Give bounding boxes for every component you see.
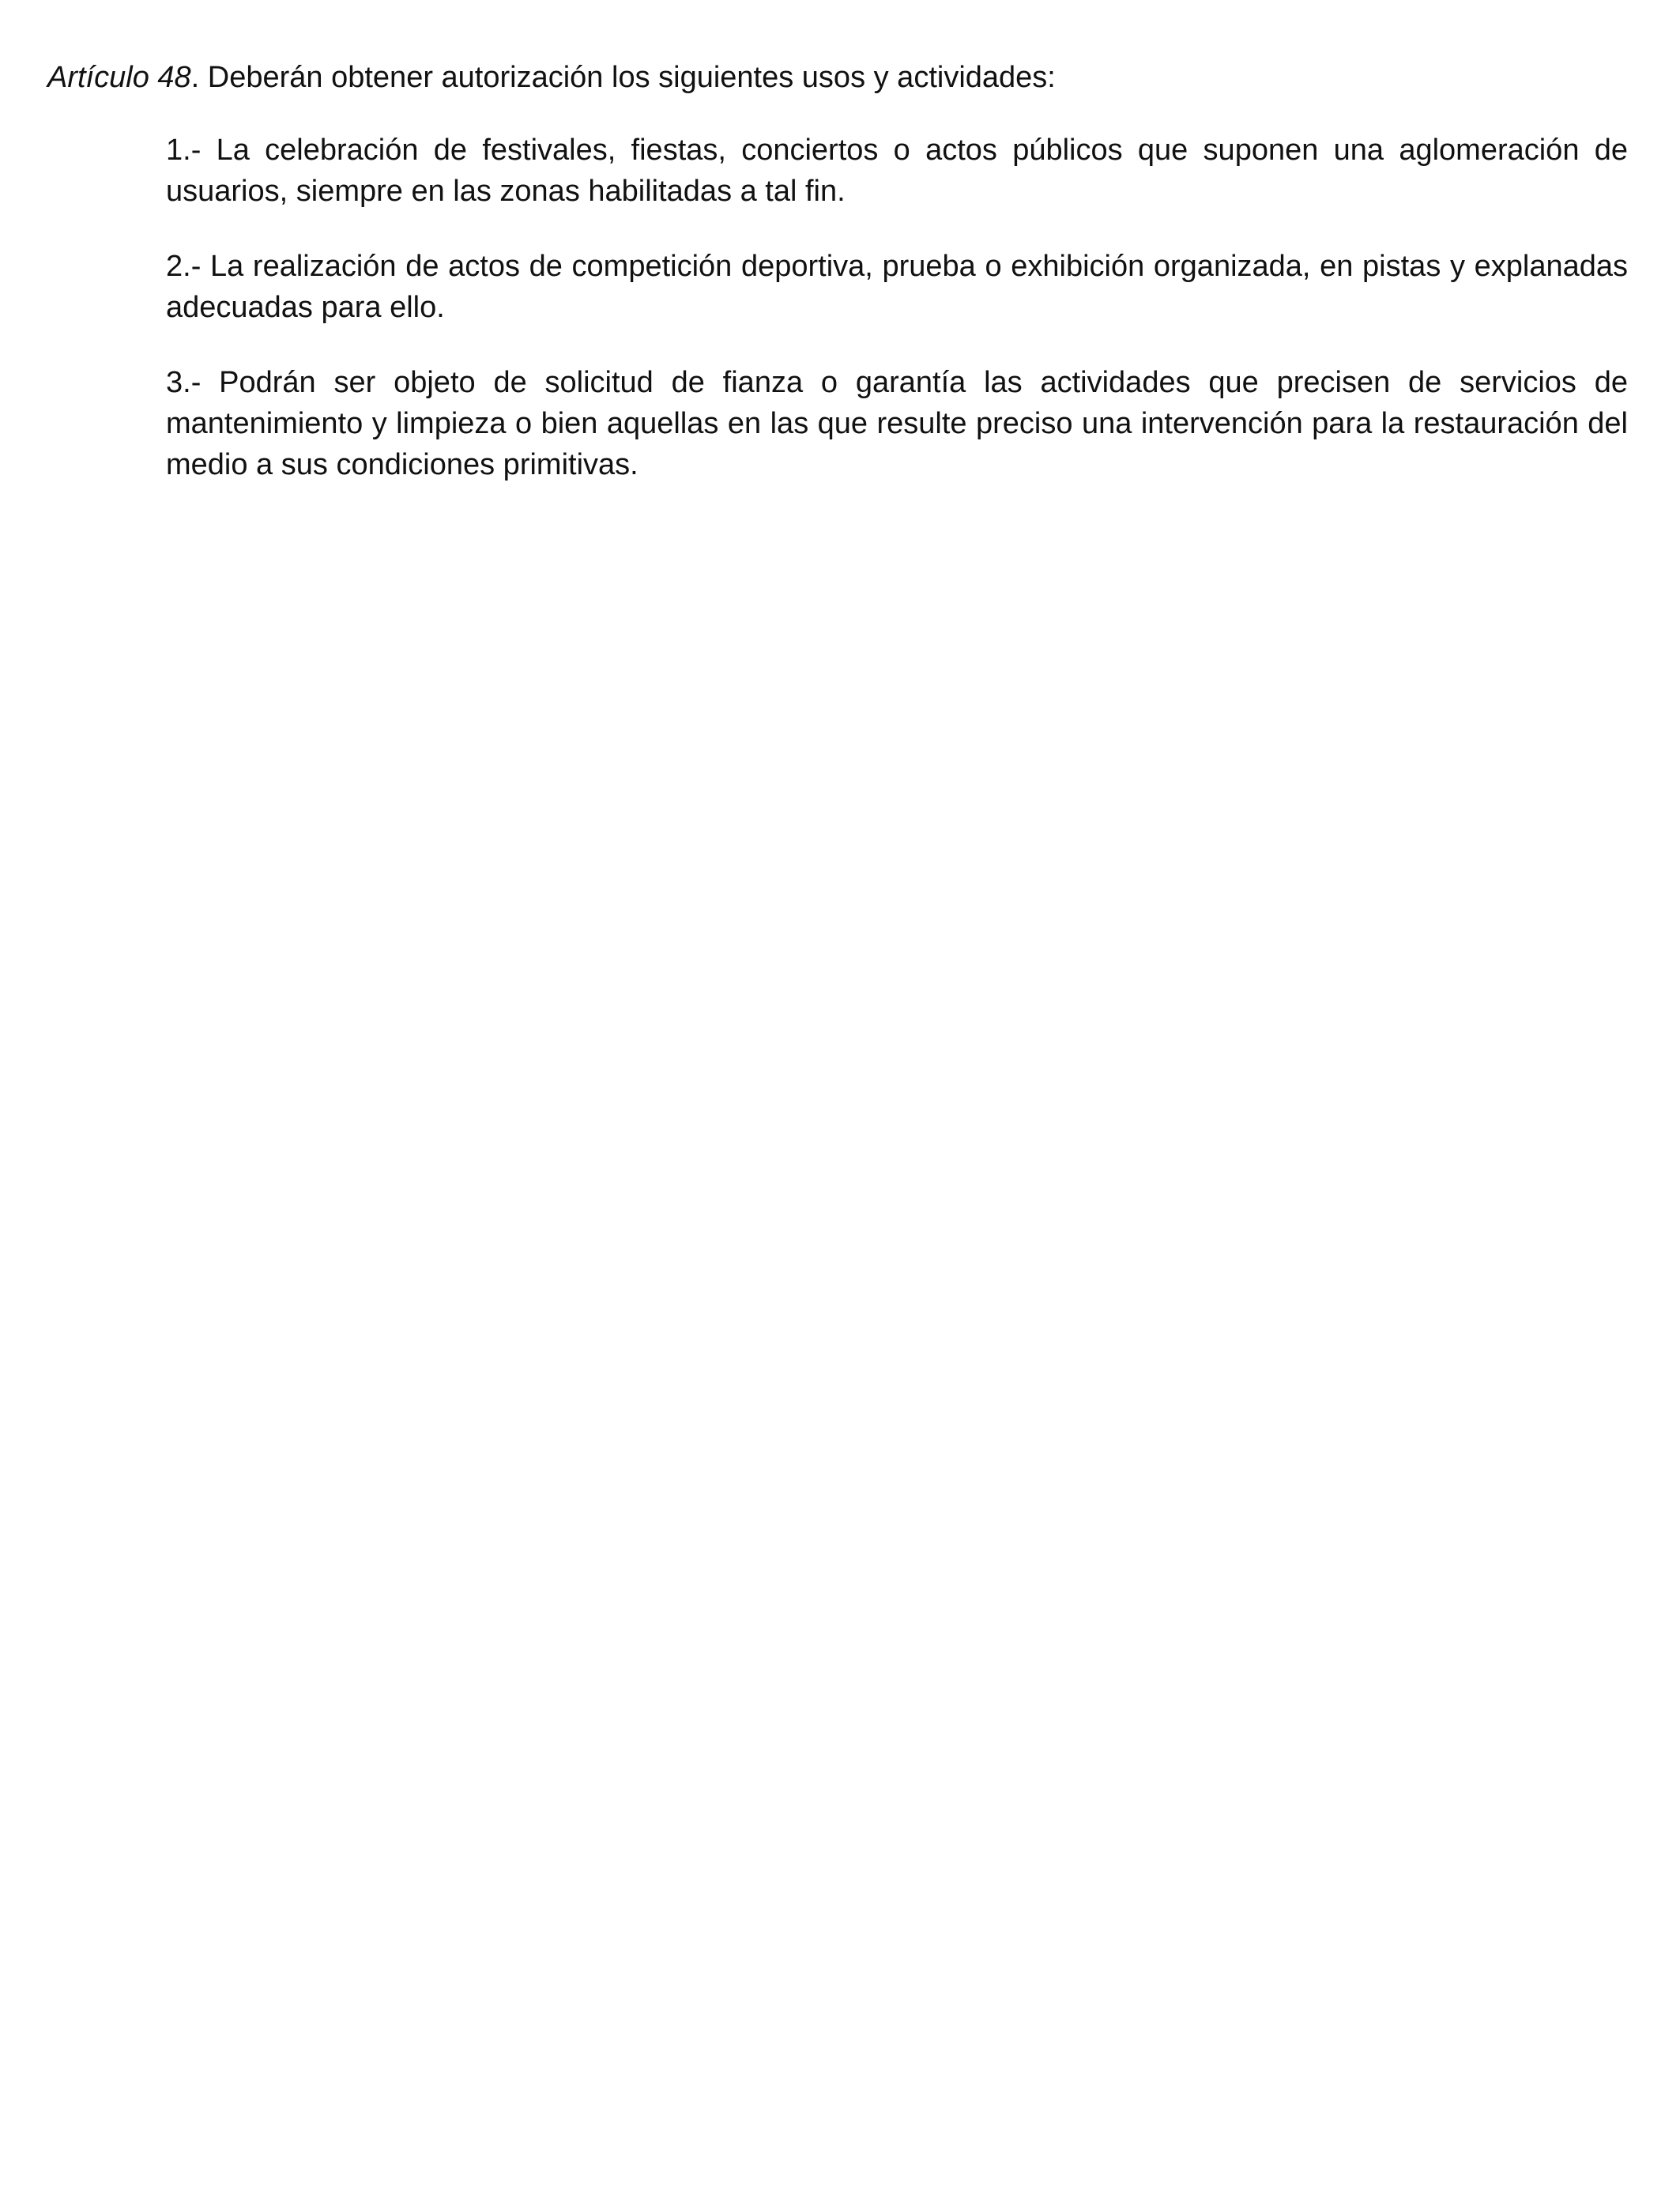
list-item: 3.- Podrán ser objeto de solicitud de fianza o garantía las actividades que precisen de servicios de mantenimiento y limpieza o bien aquellas en las que resulte preciso una intervención para la restauración del medio a sus condiciones primitivas. [166,366,1628,481]
list-item: 1.- La celebración de festivales, fiestas, conciertos o actos públicos que suponen una aglomeración de usuarios, siempre en las zonas habilitadas a tal fin. [166,134,1628,208]
article-intro: Deberán obtener autorización los siguientes usos y actividades: [199,61,1056,94]
article-separator: . [190,61,200,94]
article-reference: Artículo 48 [47,61,191,94]
article-items-list [166,130,1628,519]
article-heading [47,57,1628,98]
list-item: 2.- La realización de actos de competición deportiva, prueba o exhibición organizada, en pistas y explanadas adecuadas para ello. [166,250,1628,324]
